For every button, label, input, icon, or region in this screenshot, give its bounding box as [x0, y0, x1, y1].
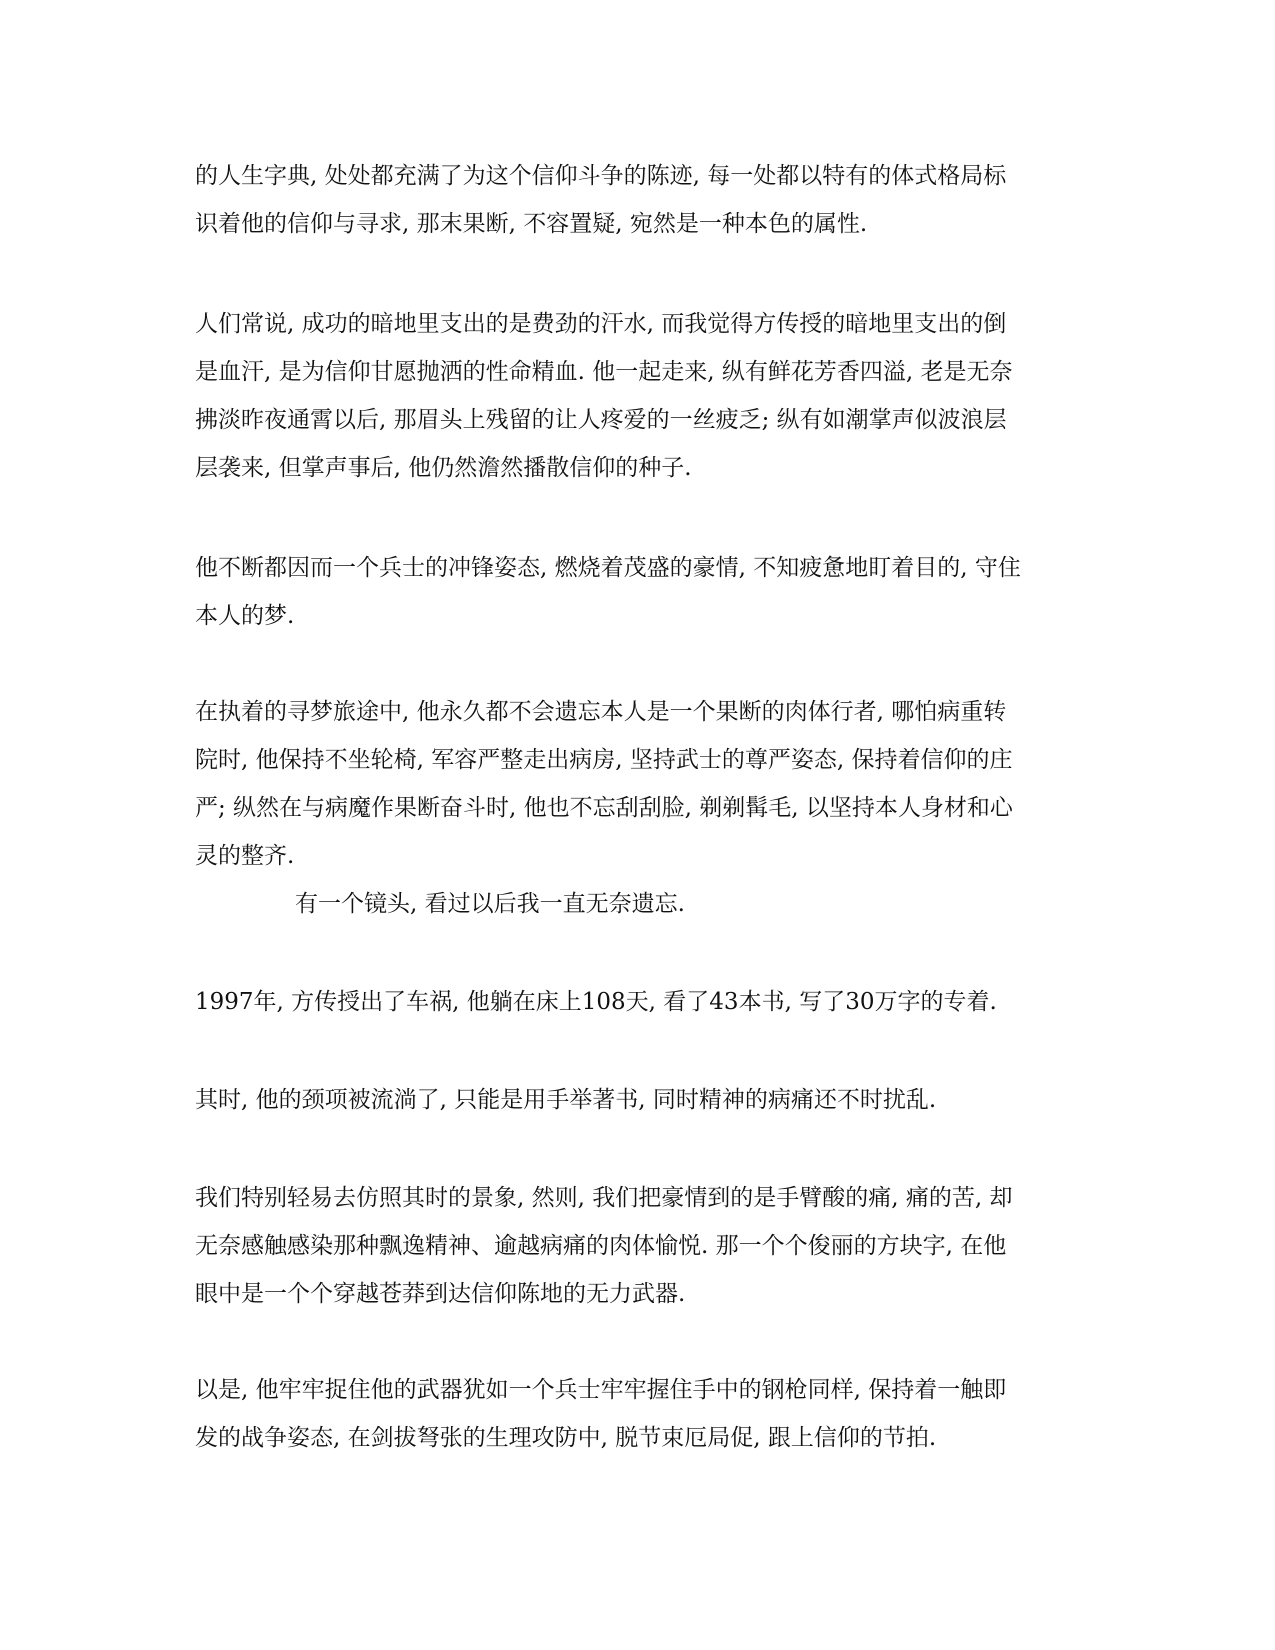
text-line: 层袭来, 但掌声事后, 他仍然澹然播散信仰的种子. — [195, 455, 692, 481]
text-line: 眼中是一个个穿越苍莽到达信仰陈地的无力武器. — [195, 1281, 686, 1307]
text-line: 其时, 他的颈项被流淌了, 只能是用手举著书, 同时精神的病痛还不时扰乱. — [195, 1087, 937, 1113]
text-line: 以是, 他牢牢捉住他的武器犹如一个兵士牢牢握住手中的钢枪同样, 保持着一触即 — [195, 1377, 1007, 1403]
text-line: 是血汗, 是为信仰甘愿抛洒的性命精血. 他一起走来, 纵有鲜花芳香四溢, 老是无奈 — [195, 359, 1013, 385]
paragraph-5 — [195, 978, 1085, 1026]
indented-text-line: 有一个镜头, 看过以后我一直无奈遗忘. — [295, 891, 685, 917]
paragraph-4 — [195, 688, 1085, 928]
text-line: 无奈感触感染那种飘逸精神、逾越病痛的肉体愉悦. 那一个个俊丽的方块字, 在他 — [195, 1233, 1007, 1259]
text-line: 灵的整齐. — [195, 843, 295, 869]
text-line: 他不断都因而一个兵士的冲锋姿态, 燃烧着茂盛的豪情, 不知疲惫地盯着目的, 守住 — [195, 555, 1021, 581]
paragraph-7 — [195, 1174, 1085, 1318]
text-line: 严; 纵然在与病魔作果断奋斗时, 他也不忘刮刮脸, 剃剃髯毛, 以坚持本人身材和心 — [195, 795, 1013, 821]
text-line: 人们常说, 成功的暗地里支出的是费劲的汗水, 而我觉得方传授的暗地里支出的倒 — [195, 311, 1007, 337]
text-line: 的人生字典, 处处都充满了为这个信仰斗争的陈迹, 每一处都以特有的体式格局标 — [195, 163, 1007, 189]
text-line: 1997年, 方传授出了车祸, 他躺在床上108天, 看了43本书, 写了30万字的专着. — [195, 989, 997, 1015]
text-line: 本人的梦. — [195, 603, 295, 629]
text-line: 拂淡昨夜通霄以后, 那眉头上残留的让人疼爱的一丝疲乏; 纵有如潮掌声似波浪层 — [195, 407, 1007, 433]
paragraph-2 — [195, 300, 1085, 492]
paragraph-1 — [195, 152, 1085, 248]
text-line: 院时, 他保持不坐轮椅, 军容严整走出病房, 坚持武士的尊严姿态, 保持着信仰的庄 — [195, 747, 1013, 773]
paragraph-3 — [195, 544, 1085, 640]
paragraph-8 — [195, 1366, 1085, 1462]
text-line: 发的战争姿态, 在剑拔弩张的生理攻防中, 脱节束厄局促, 跟上信仰的节拍. — [195, 1425, 937, 1451]
text-line: 在执着的寻梦旅途中, 他永久都不会遗忘本人是一个果断的肉体行者, 哪怕病重转 — [195, 699, 1007, 725]
text-line: 识着他的信仰与寻求, 那末果断, 不容置疑, 宛然是一种本色的属性. — [195, 211, 868, 237]
text-line: 我们特别轻易去仿照其时的景象, 然则, 我们把豪情到的是手臂酸的痛, 痛的苦, 却 — [195, 1185, 1013, 1211]
paragraph-6 — [195, 1076, 1085, 1124]
